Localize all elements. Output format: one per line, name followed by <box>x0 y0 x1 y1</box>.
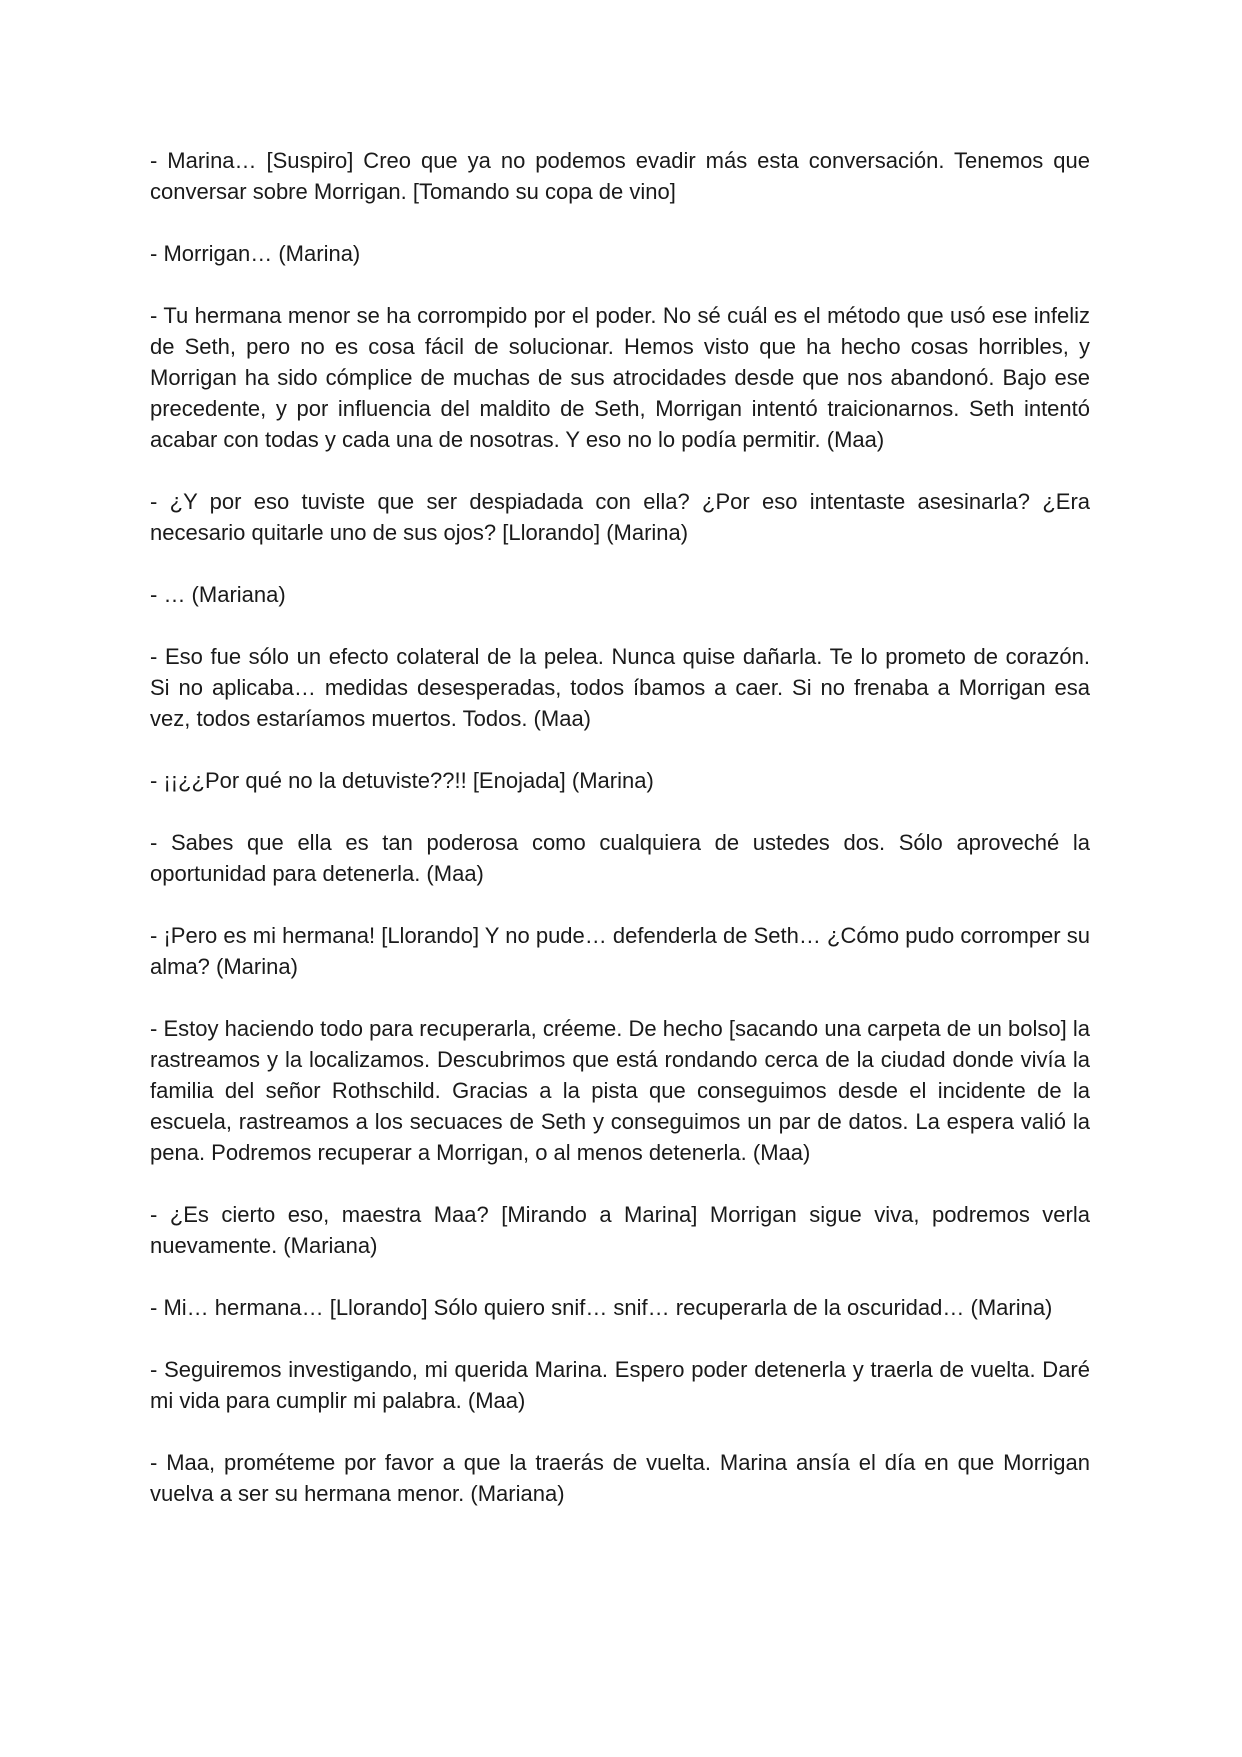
document-body <box>150 145 1090 1540</box>
paragraph: - Sabes que ella es tan poderosa como cualquiera de ustedes dos. Sólo aproveché la oportunidad para detenerla. (Maa) <box>150 830 1090 886</box>
paragraph: - Maa, prométeme por favor a que la traerás de vuelta. Marina ansía el día en que Morrigan vuelva a ser su hermana menor. (Mariana) <box>150 1450 1090 1506</box>
paragraph: - ¿Y por eso tuviste que ser despiadada con ella? ¿Por eso intentaste asesinarla? ¿Era necesario quitarle uno de sus ojos? [Llorando] (Marina) <box>150 489 1090 545</box>
paragraph: - Tu hermana menor se ha corrompido por el poder. No sé cuál es el método que usó ese infeliz de Seth, pero no es cosa fácil de solucionar. Hemos visto que ha hecho cosas horribles, y Morrigan ha sido cómplice de muchas de sus atrocidades desde que nos abandonó. Bajo ese precedente, y por influencia del maldito de Seth, Morrigan intentó traicionarnos. Seth intentó acabar con todas y cada una de nosotras. Y eso no lo podía permitir. (Maa) <box>150 303 1090 452</box>
paragraph: - Seguiremos investigando, mi querida Marina. Espero poder detenerla y traerla de vuelta. Daré mi vida para cumplir mi palabra. (Maa) <box>150 1357 1090 1413</box>
paragraph: - Marina… [Suspiro] Creo que ya no podemos evadir más esta conversación. Tenemos que conversar sobre Morrigan. [Tomando su copa de vino] <box>150 148 1090 204</box>
paragraph: - ¡¡¿¿Por qué no la detuviste??!! [Enojada] (Marina) <box>150 768 654 793</box>
paragraph: - Morrigan… (Marina) <box>150 241 361 266</box>
paragraph: - Eso fue sólo un efecto colateral de la pelea. Nunca quise dañarla. Te lo prometo de corazón. Si no aplicaba… medidas desesperadas, todos íbamos a caer. Si no frenaba a Morrigan esa vez, todos estaríamos muertos. Todos. (Maa) <box>150 644 1090 731</box>
paragraph: - Estoy haciendo todo para recuperarla, créeme. De hecho [sacando una carpeta de un bolso] la rastreamos y la localizamos. Descubrimos que está rondando cerca de la ciudad donde vivía la familia del señor Rothschild. Gracias a la pista que conseguimos desde el incidente de la escuela, rastreamos a los secuaces de Seth y conseguimos un par de datos. La espera valió la pena. Podremos recuperar a Morrigan, o al menos detenerla. (Maa) <box>150 1016 1090 1165</box>
paragraph: - ¡Pero es mi hermana! [Llorando] Y no pude… defenderla de Seth… ¿Cómo pudo corromper su alma? (Marina) <box>150 923 1090 979</box>
paragraph: - … (Mariana) <box>150 582 286 607</box>
paragraph: - ¿Es cierto eso, maestra Maa? [Mirando a Marina] Morrigan sigue viva, podremos verla nuevamente. (Mariana) <box>150 1202 1090 1258</box>
paragraph: - Mi… hermana… [Llorando] Sólo quiero snif… snif… recuperarla de la oscuridad… (Marina) <box>150 1295 1053 1320</box>
